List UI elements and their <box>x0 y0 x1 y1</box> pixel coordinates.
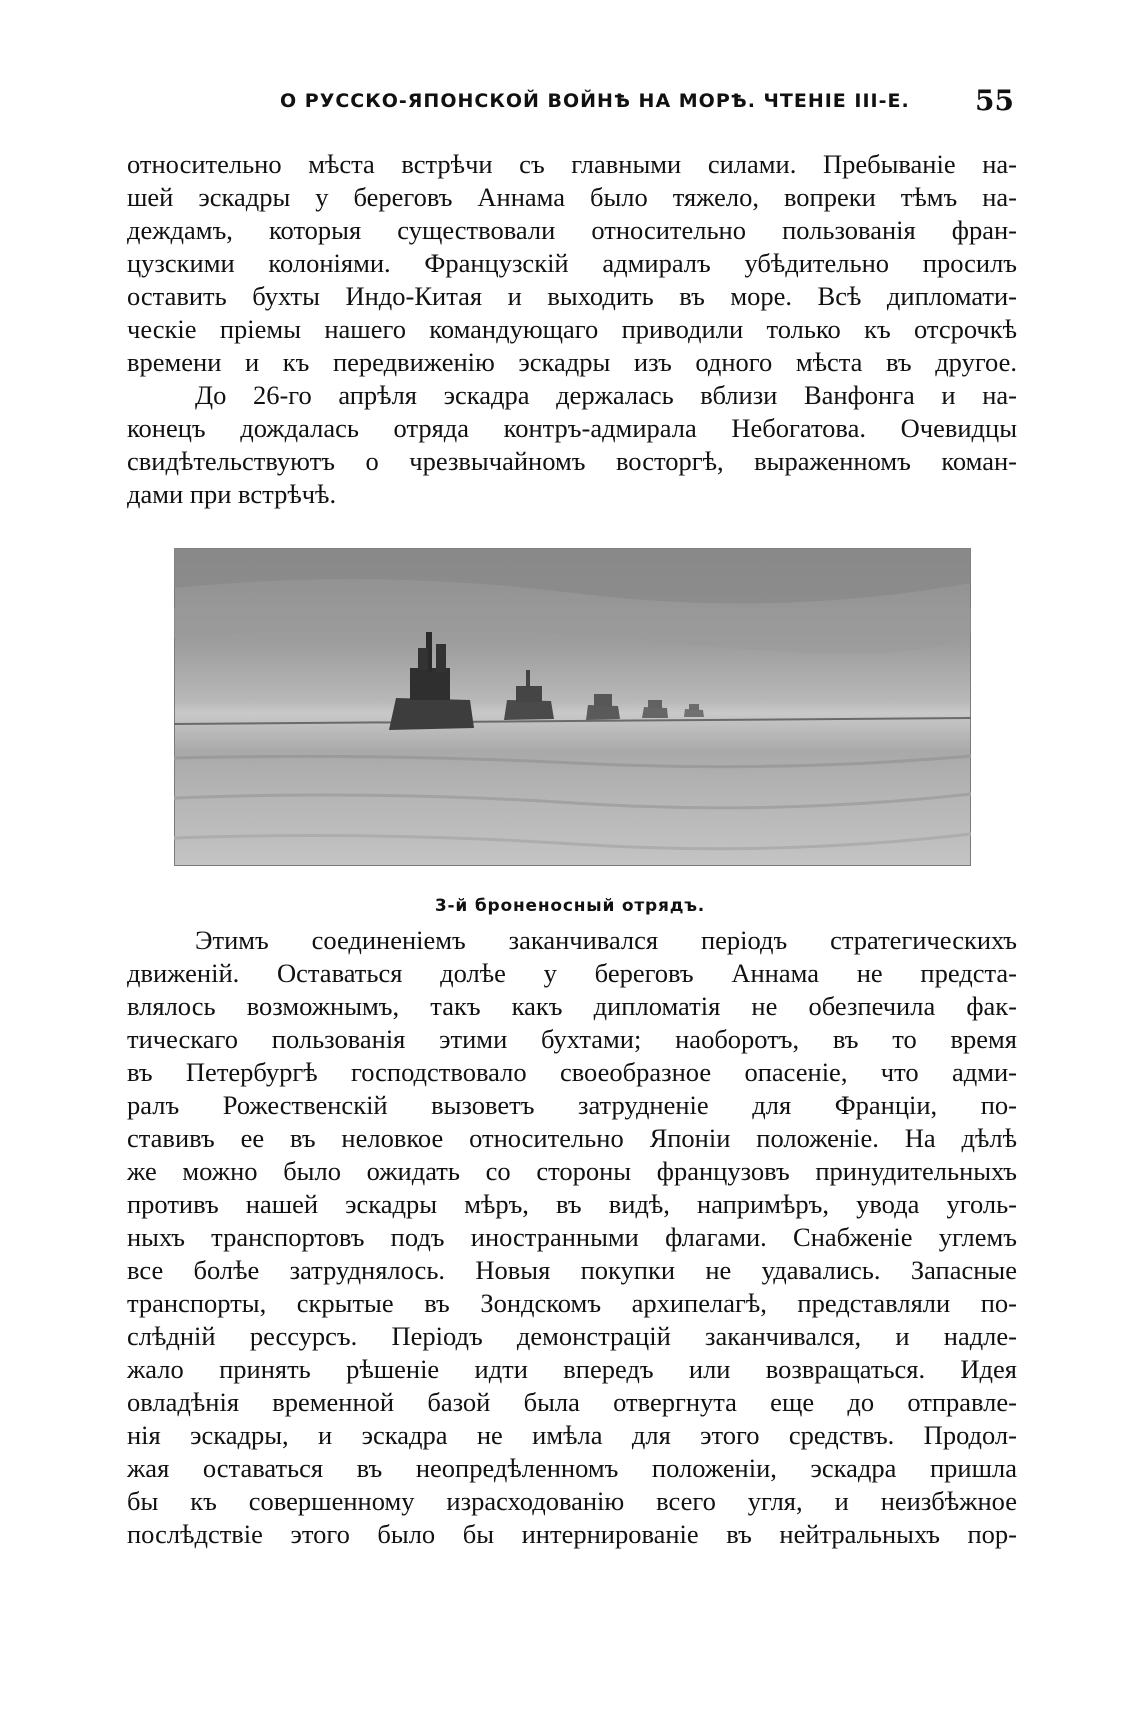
battleship-fifth <box>684 704 704 717</box>
text-line: нія эскадры, и эскадра не имѣла для этого средствъ. Продол- <box>127 1420 1017 1450</box>
text-line: же можно было ожидать со стороны французовъ принудительныхъ <box>127 1156 1017 1186</box>
text-line: противъ нашей эскадры мѣръ, въ видѣ, напримѣръ, увода уголь- <box>127 1189 1017 1219</box>
text-line: послѣдствіе этого было бы интернированіе въ нейтральныхъ пор- <box>127 1519 1017 1549</box>
text-line: все болѣе затруднялось. Новыя покупки не удавались. Запасные <box>127 1255 1017 1285</box>
battleship-fourth <box>642 700 668 718</box>
text-line: жая оставаться въ неопредѣленномъ положеніи, эскадра пришла <box>127 1453 1017 1483</box>
wave-line <box>174 834 971 849</box>
text-line: ныхъ транспортовъ подъ иностранными флагами. Снабженіе углемъ <box>127 1222 1017 1252</box>
page-number: 55 <box>975 84 1014 117</box>
text-block-bottom <box>127 924 1017 1551</box>
wave-line <box>174 794 971 808</box>
text-line: движеній. Оставаться долѣе у береговъ Аннама не предста- <box>127 958 1017 988</box>
text-line: бы къ совершенному израсходованію всего угля, и неизбѣжное <box>127 1486 1017 1516</box>
horizon-line <box>174 718 971 724</box>
text-line: До 26-го апрѣля эскадра держалась вблизи Ванфонга и на- <box>195 380 1017 410</box>
text-line: овладѣнія временной базой была отвергнута еще до отправле- <box>127 1387 1017 1417</box>
text-line: шей эскадры у береговъ Аннама было тяжело, вопреки тѣмъ на- <box>127 182 1017 212</box>
squadron-photo <box>174 548 971 866</box>
text-line: Этимъ соединеніемъ заканчивался періодъ стратегическихъ <box>195 925 1017 955</box>
text-line: тическаго пользованія этими бухтами; наоборотъ, въ то время <box>127 1024 1017 1054</box>
figure-caption: 3-й броненосный отрядъ. <box>434 896 706 916</box>
text-line: конецъ дождалась отряда контръ-адмирала Небогатова. Очевидцы <box>127 413 1017 443</box>
text-line: транспорты, скрытые въ Зондскомъ архипелагѣ, представляли по- <box>127 1288 1017 1318</box>
battleship-third <box>586 694 620 720</box>
text-line: влялось возможнымъ, такъ какъ дипломатія не обезпечила фак- <box>127 991 1017 1021</box>
text-line: деждамъ, которыя существовали относительно пользованія фран- <box>127 215 1017 245</box>
battleships-illustration <box>174 548 971 866</box>
sky-clouds <box>174 608 971 653</box>
battleship-lead <box>389 632 474 730</box>
text-line: относительно мѣста встрѣчи съ главными силами. Пребываніе на- <box>127 149 1017 179</box>
text-block-top <box>127 148 1017 511</box>
text-line: въ Петербургѣ господствовало своеобразное опасеніе, что адми- <box>127 1057 1017 1087</box>
text-line: цузскими колоніями. Французскій адмиралъ убѣдительно просилъ <box>127 248 1017 278</box>
running-title: О РУССКО-ЯПОНСКОЙ ВОЙНѢ НА МОРѢ. ЧТЕНІЕ III-Е. <box>280 90 910 112</box>
text-line: дами при встрѣчѣ. <box>127 479 337 509</box>
sky-clouds <box>174 548 971 603</box>
battleship-second <box>504 670 554 720</box>
wave-line <box>174 756 971 767</box>
text-line: слѣдній рессурсъ. Періодъ демонстрацій заканчивался, и надле- <box>127 1321 1017 1351</box>
text-line: свидѣтельствуютъ о чрезвычайномъ восторгѣ, выраженномъ коман- <box>127 446 1017 476</box>
text-line: ралъ Рожественскій вызоветъ затрудненіе для Франціи, по- <box>127 1090 1017 1120</box>
text-line: жало принять рѣшеніе идти впередъ или возвращаться. Идея <box>127 1354 1017 1384</box>
text-line: оставить бухты Индо-Китая и выходить въ море. Всѣ дипломати- <box>127 281 1017 311</box>
text-line: времени и къ передвиженію эскадры изъ одного мѣста въ другое. <box>127 347 1017 377</box>
text-line: ческіе пріемы нашего командующаго приводили только къ отсрочкѣ <box>127 314 1017 344</box>
running-head <box>120 86 1020 122</box>
text-line: ставивъ ее въ неловкое относительно Японіи положеніе. На дѣлѣ <box>127 1123 1017 1153</box>
